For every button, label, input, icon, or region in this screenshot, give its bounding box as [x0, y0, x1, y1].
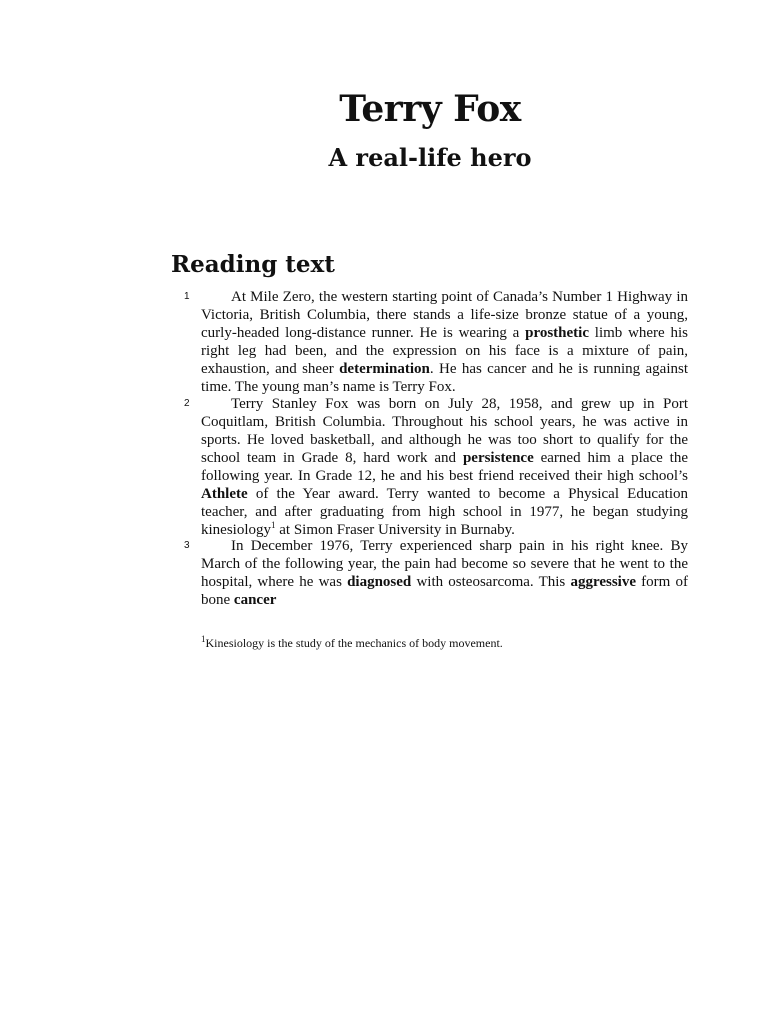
text-run: of the Year award. Terry wanted to become a Physical Education teacher, and after graduating from high school in 1977, he began studying kinesiology [201, 486, 688, 538]
paragraph-text [201, 395, 688, 539]
paragraph-number: 3 [184, 540, 190, 551]
key-term: diagnosed [347, 574, 412, 590]
key-term: aggressive [570, 574, 636, 590]
paragraph-number: 1 [184, 291, 190, 302]
key-term: Athlete [201, 486, 248, 502]
text-run: In December 1976, Terry experienced sharp pain in his right knee. By March of the following year, the pain had become so severe that he went to the hospital, where he was [201, 538, 688, 590]
paragraph-text [201, 288, 688, 396]
footnote-ref: 1 [271, 520, 276, 530]
key-term: persistence [462, 450, 534, 466]
footnote-marker: 1 [201, 634, 206, 644]
key-term: determination [339, 361, 430, 377]
section-heading: Reading text [171, 251, 335, 278]
text-run: earned him a place the following year. In Grade 12, he and his best friend received their high school’s [201, 450, 688, 484]
page-title: Terry Fox [339, 88, 521, 130]
text-run: at Simon Fraser University in Burnaby. [275, 522, 515, 538]
paragraph-number: 2 [184, 398, 190, 409]
paragraph-1 [184, 288, 688, 396]
paragraph-2 [184, 395, 688, 539]
text-run: with osteosarcoma. This [411, 574, 571, 590]
text-run: Terry Stanley Fox was born on July 28, 1958, and grew up in Port Coquitlam, British Columbia. Throughout his school years, he was active in sports. He loved basketball, and although he was too short to qualify for the school team in Grade 8, hard work and [201, 396, 688, 466]
text-run: . He has cancer and he is running against time. The young man’s name is Terry Fox. [201, 361, 688, 395]
key-term: prosthetic [525, 325, 589, 341]
text-run: limb where his right leg had been, and the expression on his face is a mixture of pain, exhaustion, and sheer [201, 325, 688, 377]
text-run: form of bone [201, 574, 688, 608]
key-term: cancer [233, 592, 277, 608]
footnote [201, 636, 503, 651]
paragraph-text [201, 537, 688, 609]
page-subtitle: A real-life hero [328, 143, 532, 172]
footnote-text: Kinesiology is the study of the mechanics of body movement. [205, 636, 503, 650]
paragraph-3 [184, 537, 688, 609]
text-run: At Mile Zero, the western starting point of Canada’s Number 1 Highway in Victoria, British Columbia, there stands a life-size bronze statue of a young, curly-headed long-distance runner. He is wearing a [201, 289, 688, 341]
